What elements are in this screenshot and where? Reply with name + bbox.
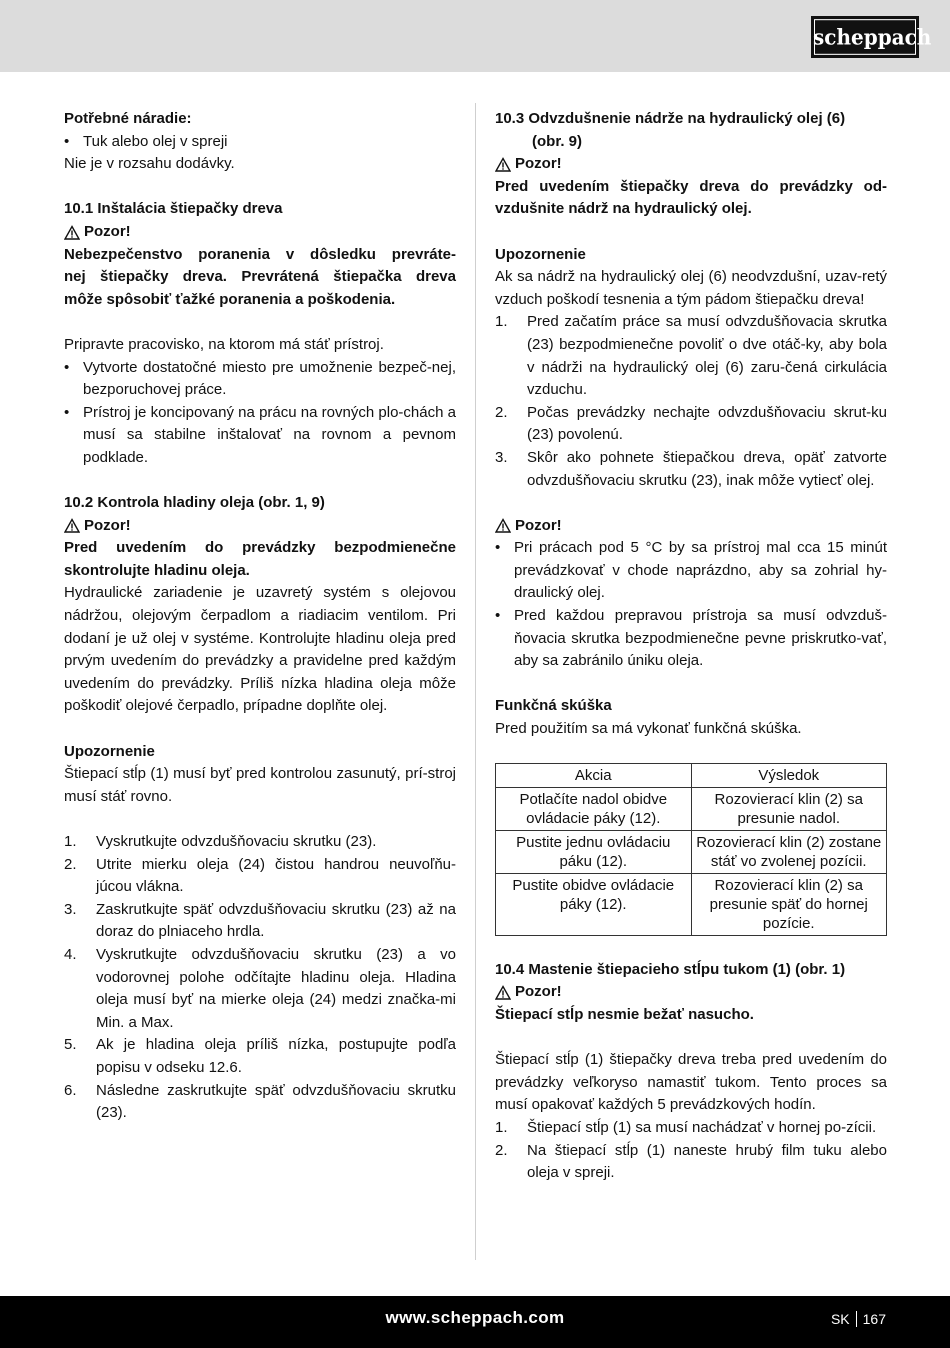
list-item: • Pred každou prepravou prístroja sa musí odvzduš-ňovacia skrutka bezpodmienečne pevne priskrutko-vať, aby sa zabránilo úniku oleja.: [495, 607, 887, 670]
warning-text: skontrolujte hladinu oleja.: [64, 561, 250, 579]
steps-list: [495, 311, 887, 492]
list-item: 3. Skôr ako pohnete štiepačkou dreva, opäť zatvorte odvzdušňovaciu skrutku (23), inak môže vytiecť olej.: [495, 448, 887, 489]
list-item: 1. Štiepací stĺp (1) sa musí nachádzať v hornej po-zícii.: [495, 1118, 877, 1136]
steps-list: [64, 831, 456, 1125]
warning-triangle-icon: [495, 985, 511, 1000]
body-text: Štiepací stĺp (1) štiepačky dreva treba pred uvedením do prevádzky veľkoryso namastiť tukom. Tento proces sa musí opakovať každých 5 prevádzkových hodín.: [495, 1051, 887, 1114]
list-item: 1. Pred začatím práce sa musí odvzdušňovacia skrutka (23) bezpodmienečne povoliť o dve otáč-ky, aby bola v nádrži na hydraulický olej (6) zaru-čená cirkulácia vzduchu.: [495, 313, 887, 399]
warning-row: [64, 221, 456, 244]
section-10-3-heading: 10.3 Odvzdušnenie nádrže na hydraulický olej (6): [495, 110, 846, 127]
list-item: 2. Počas prevádzky nechajte odvzdušňovaciu skrut-ku (23) povolenú.: [495, 403, 887, 444]
list-item: 3. Zaskrutkujte späť odvzdušňovaciu skrutku (23) až na doraz do plniaceho hrdla.: [64, 900, 456, 941]
table-cell: Potlačíte nadol obidve ovládacie páky (12).: [496, 788, 692, 831]
note-text: Ak sa nádrž na hydraulický olej (6) neodvzdušní, uzav-retý vzduch poškodí tesnenia a tým pádom štiepačku dreva!: [495, 268, 887, 308]
warning-text: Pred uvedením štiepačky dreva do prevádzky od-: [495, 177, 887, 195]
tools-heading: Potřebné náradie:: [64, 110, 192, 127]
section-10-1-heading: 10.1 Inštalácia štiepačky dreva: [64, 200, 283, 218]
list-item: 1. Vyskrutkujte odvzdušňovaciu skrutku (23).: [64, 833, 377, 850]
function-test-heading: Funkčná skúška: [495, 697, 612, 715]
list-item: 5. Ak je hladina oleja príliš nízka, postupujte podľa popisu v odseku 12.6.: [64, 1036, 456, 1076]
function-test-text: Pred použitím sa má vykonať funkčná skúška.: [495, 720, 802, 738]
right-column: [495, 108, 887, 1185]
warning-triangle-icon: [495, 518, 511, 533]
note-heading: Upozornenie: [64, 742, 155, 760]
page-indicator: [831, 1308, 886, 1331]
tools-item: Tuk alebo olej v spreji: [83, 132, 228, 150]
steps-list: [495, 1117, 887, 1185]
list-item: • Prístroj je koncipovaný na prácu na rovných plo-chách a musí sa stabilne inštalovať na rovnom a pevnom podklade.: [64, 403, 456, 466]
warning-text: nej štiepačky dreva. Prevrátená štiepačka dreva: [64, 268, 456, 286]
section-10-4-heading: 10.4 Mastenie štiepacieho stĺpu tukom (1) (obr. 1): [495, 960, 846, 978]
warning-text: Pred uvedením do prevádzky bezpodmienečne: [64, 539, 456, 557]
brand-logo: scheppach: [811, 16, 919, 58]
bullet-text: Prístroj je koncipovaný na prácu na rovných plo-chách a musí sa stabilne inštalovať na rovnom a pevnom podklade.: [83, 403, 456, 466]
warning-text: Štiepací stĺp nesmie bežať nasucho.: [495, 1006, 754, 1023]
language-code: SK: [830, 1311, 850, 1327]
warning-text: môže spôsobiť ťažké poranenia a poškodenia.: [64, 290, 396, 308]
left-column: [64, 108, 456, 1125]
warning-label: Pozor!: [84, 222, 131, 240]
list-item: • Vytvorte dostatočné miesto pre umožnenie bezpeč-nej, bezporuchovej práce.: [64, 358, 456, 399]
table-row: [496, 874, 887, 936]
warning-row: [495, 515, 887, 538]
section-10-2-heading: 10.2 Kontrola hladiny oleja (obr. 1, 9): [64, 494, 325, 512]
warning-text: Nebezpečenstvo poranenia v dôsledku prevráte-: [64, 245, 456, 263]
table-header-cell: Výsledok: [691, 764, 887, 788]
column-divider: [475, 103, 476, 1260]
warning-label: Pozor!: [515, 983, 562, 1001]
list-item: 4. Vyskrutkujte odvzdušňovaciu skrutku (23) a vo vodorovnej polohe odčítajte hladinu oleja. Hladina oleja musí byť na mierke oleja (24) medzi značka-mi Min. a Max.: [64, 945, 456, 1031]
table-header-cell: Akcia: [496, 764, 692, 788]
table-cell: Pustite jednu ovládaciu páku (12).: [496, 831, 692, 874]
section-10-3-heading-cont: (obr. 9): [532, 132, 583, 150]
table-cell: Rozovierací klin (2) sa presunie nadol.: [691, 788, 887, 831]
table-cell: Rozovierací klin (2) zostane stáť vo zvolenej pozícii.: [691, 831, 887, 874]
function-test-table: [495, 763, 887, 936]
warning-triangle-icon: [64, 518, 80, 533]
list-item: • Pri prácach pod 5 °C by sa prístroj mal cca 15 minút prevádzkovať v chode naprázdno, aby sa zohrial hy-draulický olej.: [495, 539, 887, 602]
bullet-text: Pri prácach pod 5 °C by sa prístroj mal cca 15 minút prevádzkovať v chode naprázdno, aby sa zohrial hy-draulický olej.: [514, 539, 887, 602]
page-number: 167: [862, 1311, 886, 1327]
bullet-text: Vytvorte dostatočné miesto pre umožnenie bezpeč-nej, bezporuchovej práce.: [83, 358, 456, 399]
note-heading: Upozornenie: [495, 245, 586, 263]
warning-label: Pozor!: [515, 516, 562, 534]
body-text: Pripravte pracovisko, na ktorom má stáť prístroj.: [64, 335, 384, 353]
warning-triangle-icon: [495, 157, 511, 172]
warning-triangle-icon: [64, 225, 80, 240]
table-cell: Rozovierací klin (2) sa presunie späť do hornej pozície.: [691, 874, 887, 936]
warning-text: vzdušnite nádrž na hydraulický olej.: [495, 200, 752, 218]
list-item: 2. Utrite mierku oleja (24) čistou handrou neuvoľňu-júcou vlákna.: [64, 855, 456, 896]
table-row: [496, 831, 887, 874]
header-bar: [0, 0, 950, 72]
table-row: [496, 788, 887, 831]
list-item: • Tuk alebo olej v spreji: [64, 132, 228, 150]
list-item: 6. Následne zaskrutkujte späť odvzdušňovaciu skrutku (23).: [64, 1081, 456, 1122]
warning-label: Pozor!: [515, 155, 562, 173]
footer-bar: [0, 1296, 950, 1348]
table-cell: Pustite obidve ovládacie páky (12).: [496, 874, 692, 936]
body-text: Hydraulické zariadenie je uzavretý systém s olejovou nádržou, olejovým čerpadlom a riadiacim ventilom. Pri dodaní je už olej v systéme. Kontrolujte hladinu oleja pred prvým uvedením do prevádzky a pravidelne pred každým uvedením do prevádzky. Príliš nízka hladina oleja môže poškodiť olejové čerpadlo, prípadne doplňte olej.: [64, 584, 456, 715]
list-item: 2. Na štiepací stĺp (1) naneste hrubý film tuku alebo oleja v spreji.: [495, 1141, 887, 1182]
warning-row: [495, 153, 887, 176]
website-link[interactable]: www.scheppach.com: [385, 1308, 565, 1327]
note-text: Štiepací stĺp (1) musí byť pred kontrolou zasunutý, prí-stroj musí stáť rovno.: [64, 765, 456, 805]
tools-note: Nie je v rozsahu dodávky.: [64, 155, 235, 173]
bullet-text: Pred každou prepravou prístroja sa musí odvzduš-ňovacia skrutka bezpodmienečne pevne priskrutko-vať, aby sa zabránilo úniku oleja.: [514, 607, 887, 670]
table-header-row: [496, 764, 887, 788]
warning-label: Pozor!: [84, 516, 131, 534]
warning-row: [495, 981, 887, 1004]
warning-row: [64, 515, 456, 538]
